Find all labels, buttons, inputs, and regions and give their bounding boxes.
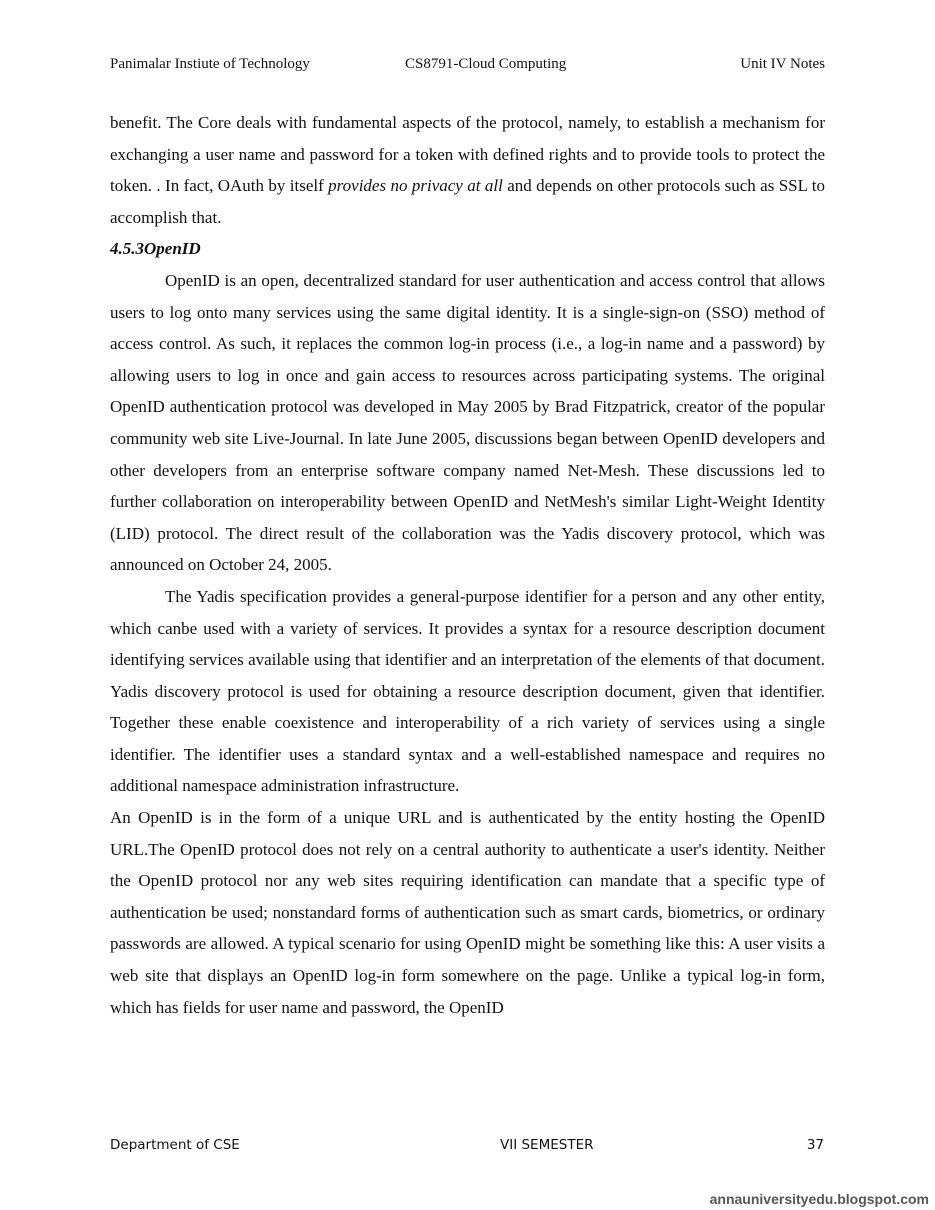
paragraph-text: benefit. The Core deals with fundamental aspects of the protocol, namely, to establish a mechanism for exchanging a user name and password for a token with defined rights and to provide tools to protect the token. . In fact, OAuth by itself	[110, 113, 825, 196]
header-course: CS8791-Cloud Computing	[405, 56, 567, 72]
footer-semester: VII SEMESTER	[500, 1137, 594, 1153]
header-institute: Panimalar Instiute of Technology	[110, 56, 310, 72]
page-footer	[110, 1137, 824, 1157]
paragraph-yadis: The Yadis specification provides a general-purpose identifier for a person and any other entity, which canbe used with a variety of services. It provides a syntax for a resource description document identifying services available using that identifier and an interpretation of the elements of that document. Yadis discovery protocol is used for obtaining a resource description document, given that identifier. Together these enable coexistence and interoperability of a rich variety of services using a single identifier. The identifier uses a standard syntax and a well-established namespace and requires no additional namespace administration infrastructure.	[110, 586, 825, 796]
emphasized-text: provides no privacy at all	[328, 176, 503, 196]
paragraph-text: and depends on other protocols such as SSL to accomplish that.	[110, 176, 825, 227]
page-content	[110, 107, 825, 1023]
paragraph-oauth-continuation	[110, 107, 825, 233]
footer-department: Department of CSE	[110, 1137, 240, 1153]
section-heading-openid: 4.5.3OpenID	[110, 239, 201, 259]
paragraph-openid-url: An OpenID is in the form of a unique URL and is authenticated by the entity hosting the OpenID URL.The OpenID protocol does not rely on a central authority to authenticate a user's identity. Neither the OpenID protocol nor any web sites requiring identification can mandate that a specific type of authentication be used; nonstandard forms of authentication such as smart cards, biometrics, or ordinary passwords are allowed. A typical scenario for using OpenID might be something like this: A user visits a web site that displays an OpenID log-in form somewhere on the page. Unlike a typical log-in form, which has fields for user name and password, the OpenID	[110, 808, 825, 1017]
page-header	[110, 56, 825, 76]
page-number: 37	[806, 1137, 824, 1153]
site-watermark: annauniversityedu.blogspot.com	[709, 1191, 929, 1207]
paragraph-openid-intro: OpenID is an open, decentralized standard for user authentication and access control that allows users to log onto many services using the same digital identity. It is a single-sign-on (SSO) method of access control. As such, it replaces the common log-in process (i.e., a log-in name and a password) by allowing users to log in once and gain access to resources across participating systems. The original OpenID authentication protocol was developed in May 2005 by Brad Fitzpatrick, creator of the popular community web site Live-Journal. In late June 2005, discussions began between OpenID developers and other developers from an enterprise software company named Net-Mesh. These discussions led to further collaboration on interoperability between OpenID and NetMesh's similar Light-Weight Identity (LID) protocol. The direct result of the collaboration was the Yadis discovery protocol, which was announced on October 24, 2005.	[110, 270, 825, 575]
header-unit: Unit IV Notes	[740, 56, 825, 72]
